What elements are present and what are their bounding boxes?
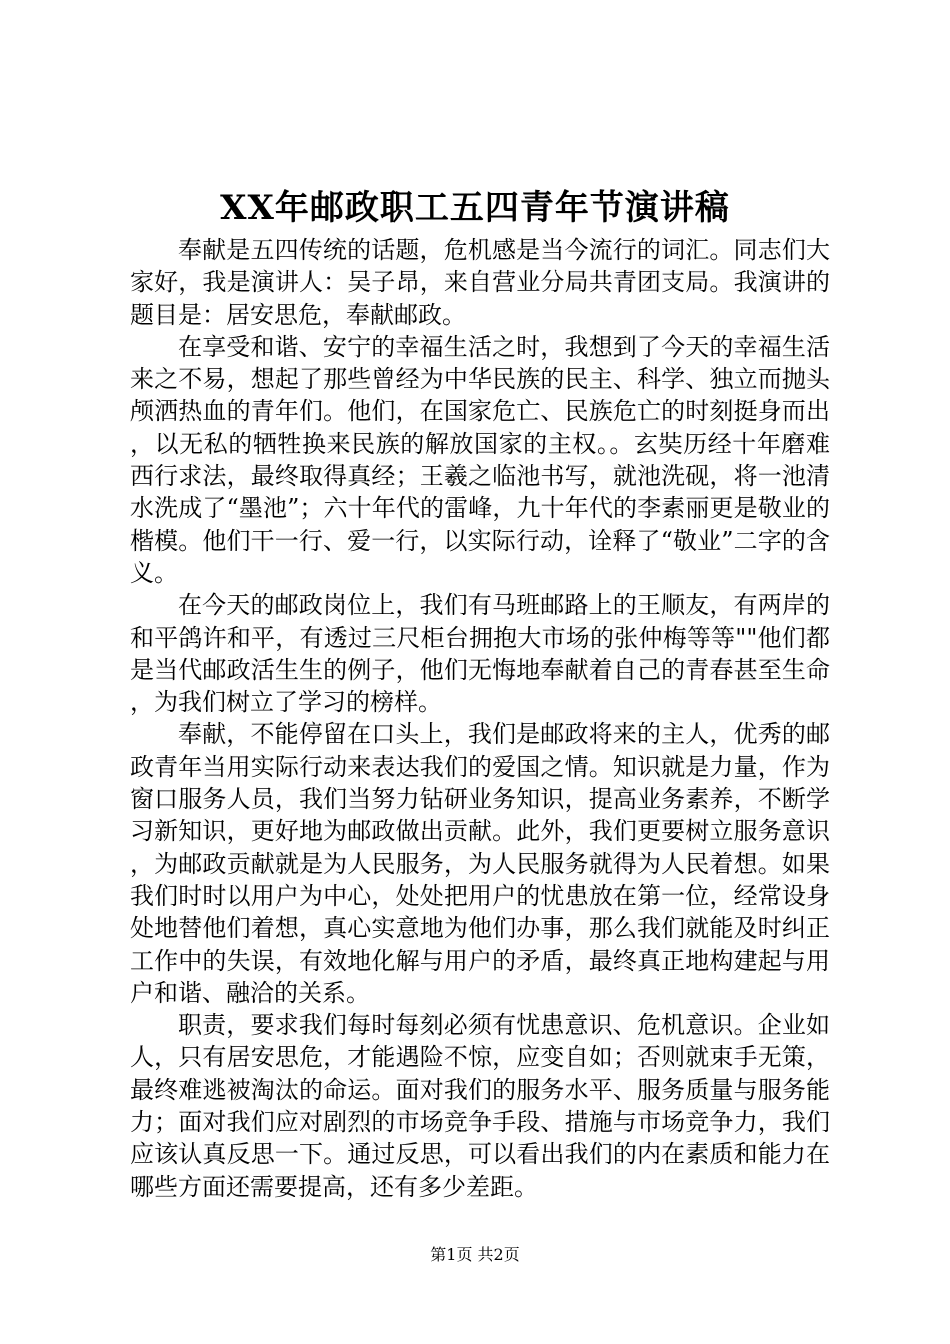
document-title: XX年邮政职工五四青年节演讲稿 xyxy=(220,188,730,228)
paragraph: 奉献是五四传统的话题，危机感是当今流行的词汇。同志们大家好，我是演讲人：吴子昂，来自营业分局共青团支局。我演讲的题目是：居安思危，奉献邮政。 xyxy=(130,236,830,329)
paragraph: 在享受和谐、安宁的幸福生活之时，我想到了今天的幸福生活来之不易，想起了那些曾经为中华民族的民主、科学、独立而抛头颅洒热血的青年们。他们，在国家危亡、民族危亡的时刻挺身而出，以无私的牺牲换来民族的解放国家的主权。。玄奘历经十年磨难西行求法，最终取得真经；王羲之临池书写，就池洗砚，将一池清水洗成了“墨池”；六十年代的雷峰，九十年代的李素丽更是敬业的楷模。他们干一行、爱一行，以实际行动，诠释了“敬业”二字的含义。 xyxy=(130,332,830,587)
document-body xyxy=(130,234,830,1203)
paragraph: 奉献，不能停留在口头上，我们是邮政将来的主人，优秀的邮政青年当用实际行动来表达我们的爱国之情。知识就是力量，作为窗口服务人员，我们当努力钻研业务知识，提高业务素养，不断学习新知识，更好地为邮政做出贡献。此外，我们更要树立服务意识，为邮政贡献就是为人民服务，为人民服务就得为人民着想。如果我们时时以用户为中心，处处把用户的忧患放在第一位，经常设身处地替他们着想，真心实意地为他们办事，那么我们就能及时纠正工作中的失误，有效地化解与用户的矛盾，最终真正地构建起与用户和谐、融洽的关系。 xyxy=(130,720,830,1007)
paragraph: 职责，要求我们每时每刻必须有忧患意识、危机意识。企业如人，只有居安思危，才能遇险不惊，应变自如；否则就束手无策，最终难逃被淘汰的命运。面对我们的服务水平、服务质量与服务能力；面对我们应对剧烈的市场竞争手段、措施与市场竞争力，我们应该认真反思一下。通过反思，可以看出我们的内在素质和能力在哪些方面还需要提高，还有多少差距。 xyxy=(130,1011,830,1201)
paragraph: 在今天的邮政岗位上，我们有马班邮路上的王顺友，有两岸的和平鸽许和平，有透过三尺柜台拥抱大市场的张仲梅等等""他们都是当代邮政活生生的例子，他们无悔地奉献着自己的青春甚至生命，为我们树立了学习的榜样。 xyxy=(130,591,830,717)
page-footer: 第1页 共2页 xyxy=(430,1245,520,1264)
